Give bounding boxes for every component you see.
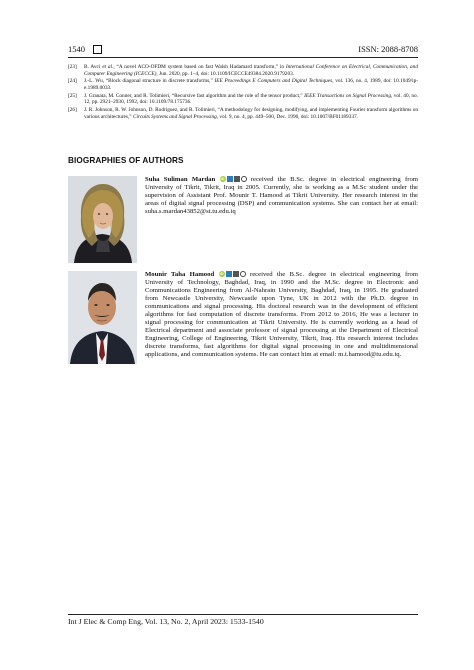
header-left — [68, 44, 102, 54]
woman-portrait-icon — [68, 176, 137, 263]
scopus-icon[interactable] — [226, 271, 232, 277]
reference-title: , “A novel ACO-OFDM system based on fast Walsh Hadamard transform,” in — [113, 64, 286, 70]
page-footer: Int J Elec & Comp Eng, Vol. 13, No. 2, April 2023: 1533-1540 — [68, 617, 264, 626]
reference-text — [84, 78, 418, 91]
orcid-icon[interactable]: iD — [220, 176, 225, 182]
web-of-science-icon[interactable] — [234, 176, 240, 182]
author-bio — [68, 271, 418, 369]
author-photo — [68, 176, 137, 268]
reference-text — [84, 64, 418, 77]
reference-item — [68, 93, 418, 106]
reference-list — [68, 64, 418, 122]
google-scholar-icon[interactable] — [240, 271, 246, 277]
author-bio-text — [145, 176, 418, 268]
reference-item — [68, 107, 418, 120]
reference-number: [25] — [68, 92, 77, 99]
author-bio-text — [145, 271, 418, 369]
reference-number: [23] — [68, 64, 77, 70]
reference-text — [84, 107, 418, 120]
web-of-science-icon[interactable] — [233, 271, 239, 277]
reference-text — [84, 93, 418, 106]
reference-venue: IEE Proceedings E Computers and Digital Techniques — [214, 78, 333, 85]
google-scholar-icon[interactable] — [241, 176, 247, 182]
author-bio-body: received the B.Sc. degree in electrical engineering from University of Tikrit, Tikrit, Iraq in 2005. Currently, she is working as a M.Sc student under the supervision of Assistant Prof. Mounir T. Hamood at Tikrit University. Her research interest in the areas of digital signal processing (DSP) and communication systems. She can contact her at email: suha.s.mardan43852@st.tu.edu.iq — [145, 176, 418, 215]
reference-venue: IEEE Transactions on Signal Processing — [304, 92, 391, 99]
issn: ISSN: 2088-8708 — [358, 44, 418, 54]
reference-details: , vol. 9, no. 4, pp. 449–500, Dec. 1990, doi: 10.1007/BF01189337. — [216, 113, 358, 120]
author-photo — [68, 271, 137, 369]
reference-item — [68, 64, 418, 77]
header-rule — [68, 57, 418, 58]
reference-details: , Jun. 2020, pp. 1–4, doi: 10.1109/ICECCE49384.2020.9179203. — [156, 70, 295, 77]
reference-authors: J. R. Johnson, R. W. Johnson, D. Rodriguez, and R. Tolimieri, “A methodology for designing, modifying, and implementing Fourier transform algorithms on various architectures,” — [84, 107, 418, 120]
reference-details: , vol. 40, no. 12, pp. 2921–2930, 1992, doi: 10.1109/78.175736. — [84, 92, 418, 106]
reference-authors: J. Granata, M. Conner, and R. Tolimieri, “Recursive fast algorithm and the role of the tensor product,” — [84, 92, 305, 99]
section-heading: BIOGRAPHIES OF AUTHORS — [68, 156, 184, 165]
reference-item — [68, 78, 418, 91]
author-name: Suha Suliman Mardan — [145, 176, 216, 183]
author-bio-body: received the B.Sc. degree in electrical engineering from University of Technology, Baghdad, Iraq, in 1990 and the M.Sc. degree in Electronic and Communications Engineering from Al-Nahrain University, Baghdad, Iraq, in 1995. He graduated from Newcastle University, Newcastle upon Tyne, UK in 2012 with the Ph.D. degree in communications and signal processing. His doctoral research was in the development of efficient algorithms for fast computation of discrete transforms. From 2012 to 2016, He was a lecturer in signal processing for communication at Tikrit University. He is currently working as a head of Electrical department and associate professor of signal processing at the Department of Electrical Engineering, College of Engineering, Tikrit University, Tikrit, Iraq. His research interest includes discrete transforms, fast algorithms for digital signal processing in one and multidimensional applications, and communication systems. He can contact him at email: m.t.hamood@tu.edu.iq. — [145, 271, 418, 358]
reference-number: [26] — [68, 107, 77, 114]
square-box-icon — [93, 45, 102, 54]
author-bio — [68, 176, 418, 268]
footer-rule — [68, 614, 418, 615]
man-portrait-icon — [68, 271, 137, 364]
reference-number: [24] — [68, 78, 77, 85]
scopus-icon[interactable] — [227, 176, 233, 182]
reference-authors: B. Avci — [84, 64, 103, 70]
reference-venue: Circuits Systems and Signal Processing — [132, 113, 217, 120]
page-number: 1540 — [68, 44, 85, 54]
reference-etal: et al. — [102, 64, 114, 70]
reference-details: , vol. 136, no. 4, 1989, doi: 10.1049/ip-e.1989.0033. — [84, 78, 418, 91]
page-header — [68, 42, 418, 56]
orcid-icon[interactable]: iD — [219, 271, 224, 277]
reference-authors: J.-L. Wu, “Block diagonal structure in discrete transforms,” — [84, 78, 215, 85]
author-name: Mounir Taha Hamood — [145, 271, 215, 278]
reference-venue: International Conference on Electrical, Communication, and Computer Engineering (ICECCE) — [84, 64, 418, 77]
